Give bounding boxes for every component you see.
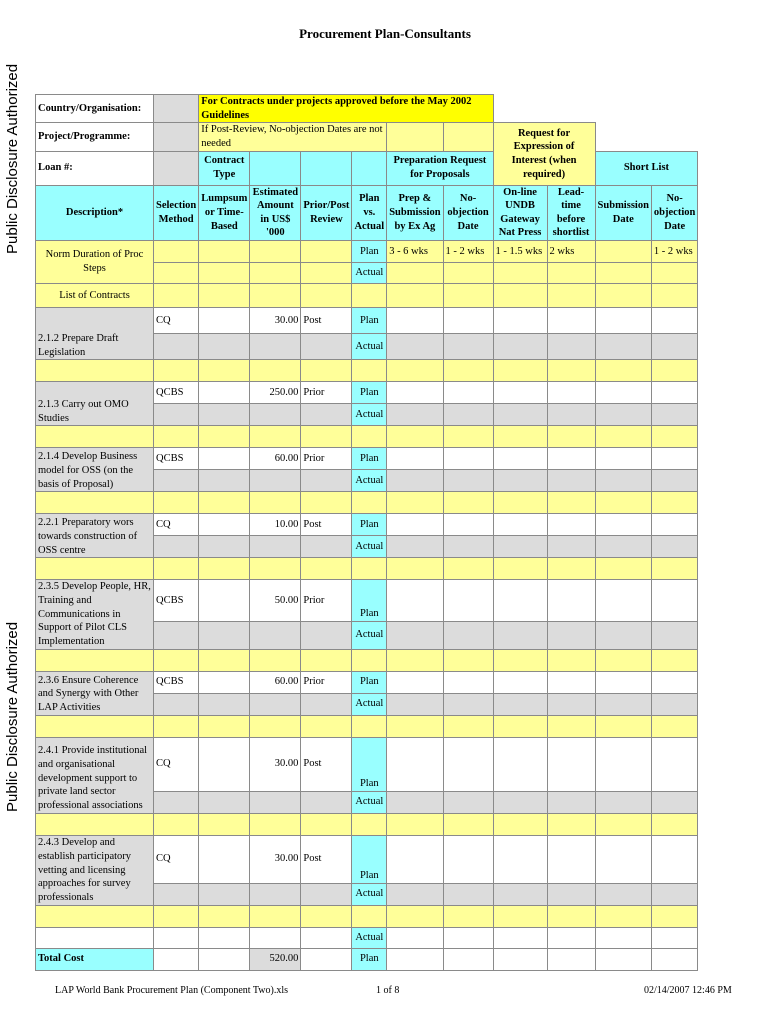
contract-8-desc: 2.4.3 Develop and establish participatory vetting and licensing approaches for survey professionals bbox=[36, 835, 154, 905]
contract-8-plan-label: Plan bbox=[352, 835, 387, 883]
list-of-contracts-label: List of Contracts bbox=[36, 284, 154, 308]
contract-7-actual-label: Actual bbox=[352, 791, 387, 813]
contract-4-review: Post bbox=[301, 514, 352, 536]
page-title: Procurement Plan-Consultants bbox=[299, 26, 471, 41]
contract-4-method: CQ bbox=[154, 514, 199, 536]
contract-6-method: QCBS bbox=[154, 671, 199, 693]
contract-7-desc: 2.4.1 Provide institutional and organisational development support to private land sector professional associations bbox=[36, 737, 154, 813]
norm-actual-label: Actual bbox=[352, 263, 387, 284]
norm-noobj2: 1 - 2 wks bbox=[651, 241, 697, 263]
contract-7-amount: 30.00 bbox=[250, 737, 301, 791]
norm-duration-label: Norm Duration of Proc Steps bbox=[36, 241, 154, 284]
contract-7-review: Post bbox=[301, 737, 352, 791]
contract-8-method: CQ bbox=[154, 835, 199, 883]
prep-submission-header: Prep & Submission by Ex Ag bbox=[387, 185, 443, 241]
footer-datetime: 02/14/2007 12:46 PM bbox=[644, 985, 732, 996]
no-objection-date-header: No-objection Date bbox=[443, 185, 493, 241]
preparation-rfp-header: Preparation Request for Proposals bbox=[387, 151, 493, 185]
contract-4-actual-label: Actual bbox=[352, 536, 387, 558]
contract-3-plan-label: Plan bbox=[352, 448, 387, 470]
contract-3-method: QCBS bbox=[154, 448, 199, 470]
norm-noobj: 1 - 2 wks bbox=[443, 241, 493, 263]
contract-2-actual-label: Actual bbox=[352, 404, 387, 426]
contract-5-amount: 50.00 bbox=[250, 580, 301, 622]
prior-post-header: Prior/Post Review bbox=[301, 185, 352, 241]
review-note: If Post-Review, No-objection Dates are not needed bbox=[199, 123, 387, 151]
contract-1-review: Post bbox=[301, 308, 352, 334]
contract-3-amount: 60.00 bbox=[250, 448, 301, 470]
plan-vs-actual-header: Plan vs. Actual bbox=[352, 185, 387, 241]
total-cost-label: Total Cost bbox=[36, 948, 154, 970]
lead-time-header: Lead-time before shortlist bbox=[547, 185, 595, 241]
no-objection-date2-header: No-objection Date bbox=[651, 185, 697, 241]
contract-2-amount: 250.00 bbox=[250, 382, 301, 404]
watermark-bottom: Public Disclosure Authorized bbox=[4, 621, 21, 812]
short-list-header: Short List bbox=[595, 151, 698, 185]
contract-4-desc: 2.2.1 Preparatory wors towards construction of OSS centre bbox=[36, 514, 154, 558]
contract-7-plan-label: Plan bbox=[352, 737, 387, 791]
contract-5-actual-label: Actual bbox=[352, 621, 387, 649]
norm-lead: 2 wks bbox=[547, 241, 595, 263]
norm-online: 1 - 1.5 wks bbox=[493, 241, 547, 263]
contract-type-header: Contract Type bbox=[199, 151, 250, 185]
lumpsum-header: Lumpsum or Time-Based bbox=[199, 185, 250, 241]
blank-actual-label: Actual bbox=[352, 927, 387, 948]
contract-5-desc: 2.3.5 Develop People, HR, Training and Communications in Support of Pilot CLS Implementation bbox=[36, 580, 154, 649]
contract-4-amount: 10.00 bbox=[250, 514, 301, 536]
loan-label: Loan #: bbox=[36, 151, 154, 185]
contract-6-actual-label: Actual bbox=[352, 693, 387, 715]
contract-2-plan-label: Plan bbox=[352, 382, 387, 404]
contract-1-method: CQ bbox=[154, 308, 199, 334]
selection-method-header: Selection Method bbox=[154, 185, 199, 241]
contract-5-method: QCBS bbox=[154, 580, 199, 622]
contract-8-actual-label: Actual bbox=[352, 883, 387, 905]
total-cost-amount: 520.00 bbox=[250, 948, 301, 970]
norm-prep: 3 - 6 wks bbox=[387, 241, 443, 263]
contract-6-review: Prior bbox=[301, 671, 352, 693]
contract-3-review: Prior bbox=[301, 448, 352, 470]
norm-plan-label: Plan bbox=[352, 241, 387, 263]
online-undb-header: On-line UNDB Gateway Nat Press bbox=[493, 185, 547, 241]
country-label: Country/Organisation: bbox=[36, 95, 154, 123]
contract-1-desc: 2.1.2 Prepare Draft Legislation bbox=[36, 308, 154, 360]
contract-1-amount: 30.00 bbox=[250, 308, 301, 334]
total-plan-label: Plan bbox=[352, 948, 387, 970]
watermark-top: Public Disclosure Authorized bbox=[4, 63, 21, 254]
contract-6-plan-label: Plan bbox=[352, 671, 387, 693]
contract-3-actual-label: Actual bbox=[352, 470, 387, 492]
procurement-plan-table bbox=[35, 94, 698, 971]
contract-8-review: Post bbox=[301, 835, 352, 883]
description-header: Description* bbox=[36, 185, 154, 241]
contract-5-review: Prior bbox=[301, 580, 352, 622]
contract-6-amount: 60.00 bbox=[250, 671, 301, 693]
contract-6-desc: 2.3.6 Ensure Coherence and Synergy with Other LAP Activities bbox=[36, 671, 154, 715]
contract-2-method: QCBS bbox=[154, 382, 199, 404]
contract-5-plan-label: Plan bbox=[352, 580, 387, 622]
guidelines-note: For Contracts under projects approved before the May 2002 Guidelines bbox=[199, 95, 493, 123]
project-label: Project/Programme: bbox=[36, 123, 154, 151]
contract-3-desc: 2.1.4 Develop Business model for OSS (on the basis of Proposal) bbox=[36, 448, 154, 492]
contract-2-desc: 2.1.3 Carry out OMO Studies bbox=[36, 382, 154, 426]
rfeoi-header: Request for Expression of Interest (when required) bbox=[493, 123, 595, 185]
footer-filename: LAP World Bank Procurement Plan (Component Two).xls bbox=[55, 985, 289, 996]
contract-4-plan-label: Plan bbox=[352, 514, 387, 536]
contract-7-method: CQ bbox=[154, 737, 199, 791]
submission-date-header: Submission Date bbox=[595, 185, 651, 241]
estimated-amount-header: Estimated Amount in US$ '000 bbox=[250, 185, 301, 241]
contract-1-plan-label: Plan bbox=[352, 308, 387, 334]
contract-1-actual-label: Actual bbox=[352, 333, 387, 360]
footer-page-number: 1 of 8 bbox=[376, 985, 400, 996]
contract-8-amount: 30.00 bbox=[250, 835, 301, 883]
contract-2-review: Prior bbox=[301, 382, 352, 404]
